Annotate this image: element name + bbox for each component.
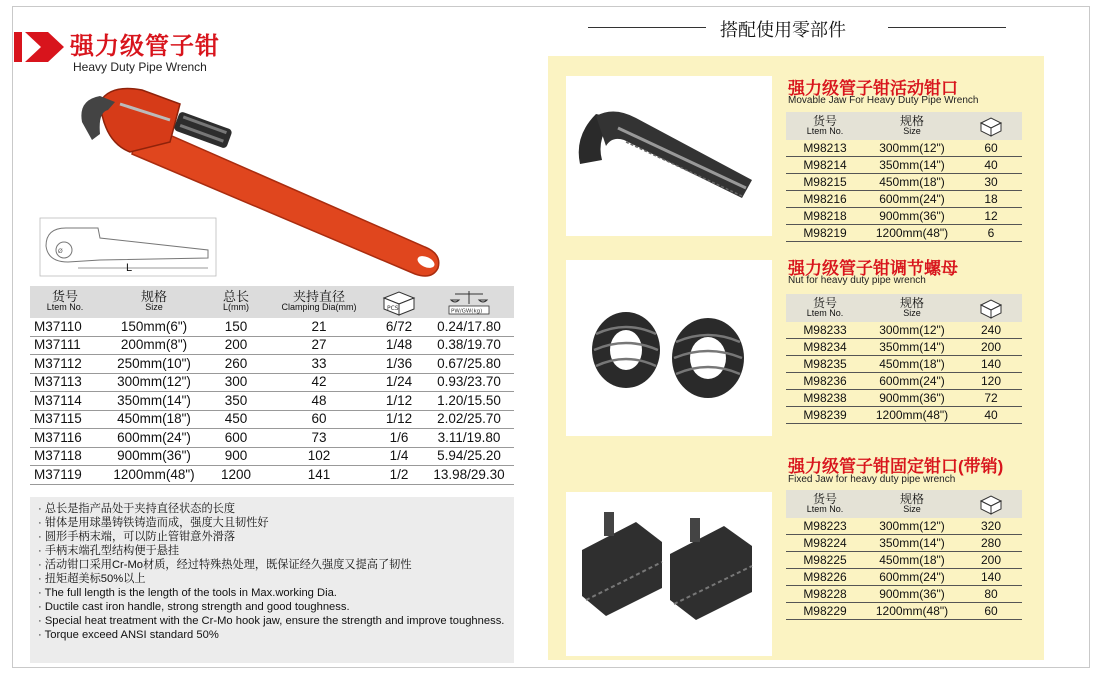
table-cell: 900mm(36") xyxy=(864,208,960,225)
page-subtitle: Heavy Duty Pipe Wrench xyxy=(73,60,207,74)
table-cell: 1/48 xyxy=(374,336,424,355)
table-cell: 2.02/25.70 xyxy=(424,410,514,429)
table-cell: M98226 xyxy=(786,569,864,586)
page-title: 强力级管子钳 xyxy=(70,33,220,60)
table-cell: 320 xyxy=(960,518,1022,535)
table-cell: 300mm(12") xyxy=(864,518,960,535)
table-cell: M98238 xyxy=(786,390,864,407)
table-cell: 6/72 xyxy=(374,318,424,336)
col-size: 规格 Size xyxy=(899,296,924,318)
table-cell: 6 xyxy=(960,225,1022,242)
table-cell: 900 xyxy=(208,447,264,466)
col-pcs xyxy=(960,112,1022,140)
table-cell: 60 xyxy=(960,140,1022,157)
table-row xyxy=(30,410,514,429)
table-cell: M98215 xyxy=(786,174,864,191)
table-cell: M98236 xyxy=(786,373,864,390)
table-row xyxy=(786,586,1022,603)
table-cell: 350mm(14") xyxy=(100,392,208,411)
table-cell: 450mm(18") xyxy=(100,410,208,429)
table-row xyxy=(30,336,514,355)
col-pcs xyxy=(960,294,1022,322)
title-rule-left xyxy=(588,27,706,28)
table-cell: M98233 xyxy=(786,322,864,339)
movable-jaw-title: 强力级管子钳活动钳口 xyxy=(788,79,958,98)
table-row xyxy=(786,140,1022,157)
table-cell: 300 xyxy=(208,373,264,392)
table-cell: M98234 xyxy=(786,339,864,356)
movable-jaw-subtitle: Movable Jaw For Heavy Duty Pipe Wrench xyxy=(788,95,979,106)
note-item: · 圆形手柄末端，可以防止管钳意外滑落 xyxy=(38,531,236,543)
adjusting-nut-table xyxy=(786,294,1022,424)
red-arrow-icon xyxy=(14,32,64,62)
balance-scale-icon xyxy=(443,288,495,316)
feature-notes xyxy=(30,497,514,663)
table-cell: 1/2 xyxy=(374,466,424,485)
table-cell: 1200 xyxy=(208,466,264,485)
table-cell: 1.20/15.50 xyxy=(424,392,514,411)
table-cell: 40 xyxy=(960,407,1022,424)
note-item: · Torque exceed ANSI standard 50% xyxy=(38,629,219,641)
table-cell: 120 xyxy=(960,373,1022,390)
table-cell: M98228 xyxy=(786,586,864,603)
parts-title: 搭配使用零部件 xyxy=(720,20,846,40)
fixed-jaw-title: 强力级管子钳固定钳口(带销) xyxy=(788,457,1004,476)
table-cell: M98213 xyxy=(786,140,864,157)
length-label: L xyxy=(126,262,133,274)
table-row xyxy=(786,322,1022,339)
carton-box-icon xyxy=(978,115,1004,137)
title-rule-right xyxy=(888,27,1006,28)
table-row xyxy=(786,174,1022,191)
table-row xyxy=(30,318,514,336)
table-row xyxy=(30,392,514,411)
table-cell: 21 xyxy=(264,318,374,336)
movable-jaw-table xyxy=(786,112,1022,242)
table-cell: M37118 xyxy=(30,447,100,466)
col-item-no: 货号 Ltem No. xyxy=(806,492,844,514)
svg-text:Ø: Ø xyxy=(58,248,63,255)
table-row xyxy=(30,373,514,392)
carton-box-icon xyxy=(978,493,1004,515)
table-cell: 1/12 xyxy=(374,410,424,429)
table-cell: M37114 xyxy=(30,392,100,411)
table-cell: 200 xyxy=(960,552,1022,569)
table-cell: 450 xyxy=(208,410,264,429)
table-cell: 1200mm(48") xyxy=(864,603,960,620)
table-cell: 600mm(24") xyxy=(864,191,960,208)
col-clamping-dia: 夹持直径 Clamping Dia(mm) xyxy=(281,289,357,312)
table-header-row xyxy=(30,286,514,318)
adjusting-nut-subtitle: Nut for heavy duty pipe wrench xyxy=(788,275,926,286)
table-cell: M98224 xyxy=(786,535,864,552)
table-cell: 5.94/25.20 xyxy=(424,447,514,466)
table-row xyxy=(30,429,514,448)
table-cell: M37119 xyxy=(30,466,100,485)
table-cell: 350 xyxy=(208,392,264,411)
note-item: · Ductile cast iron handle, strong strength and good toughness. xyxy=(38,601,350,613)
table-header-row xyxy=(786,112,1022,140)
col-item-no: 货号 Ltem No. xyxy=(46,289,84,312)
col-length: 总长 L(mm) xyxy=(222,289,249,312)
table-cell: 450mm(18") xyxy=(864,552,960,569)
table-cell: M37112 xyxy=(30,355,100,374)
table-row xyxy=(786,518,1022,535)
table-row xyxy=(786,208,1022,225)
table-row xyxy=(786,157,1022,174)
table-row xyxy=(786,225,1022,242)
table-cell: 42 xyxy=(264,373,374,392)
table-cell: 1/6 xyxy=(374,429,424,448)
table-cell: 200 xyxy=(208,336,264,355)
table-row xyxy=(786,373,1022,390)
table-cell: 18 xyxy=(960,191,1022,208)
table-cell: 30 xyxy=(960,174,1022,191)
fixed-jaw-subtitle: Fixed Jaw for heavy duty pipe wrench xyxy=(788,474,956,485)
note-item: · 钳体是用球墨铸铁铸造而成，强度大且韧性好 xyxy=(38,517,269,529)
table-cell: 1/4 xyxy=(374,447,424,466)
table-cell: 1200mm(48") xyxy=(864,407,960,424)
movable-jaw-image xyxy=(566,76,772,236)
table-cell: M98219 xyxy=(786,225,864,242)
table-cell: 141 xyxy=(264,466,374,485)
table-cell: M98229 xyxy=(786,603,864,620)
svg-text:PCS: PCS xyxy=(387,304,399,312)
table-cell: 140 xyxy=(960,569,1022,586)
col-item-no: 货号 Ltem No. xyxy=(806,114,844,136)
table-cell: 280 xyxy=(960,535,1022,552)
table-cell: 900mm(36") xyxy=(864,390,960,407)
parts-section-title xyxy=(588,16,1008,38)
table-cell: M98239 xyxy=(786,407,864,424)
table-cell: M98216 xyxy=(786,191,864,208)
table-cell: 450mm(18") xyxy=(864,174,960,191)
table-row xyxy=(786,407,1022,424)
table-row xyxy=(30,355,514,374)
table-cell: 300mm(12") xyxy=(864,140,960,157)
table-cell: 1/36 xyxy=(374,355,424,374)
table-row xyxy=(786,191,1022,208)
table-row xyxy=(786,603,1022,620)
table-cell: 300mm(12") xyxy=(864,322,960,339)
table-cell: 600mm(24") xyxy=(100,429,208,448)
table-cell: 900mm(36") xyxy=(864,586,960,603)
svg-text:PW/GW(kg): PW/GW(kg) xyxy=(451,308,483,314)
col-item-no: 货号 Ltem No. xyxy=(806,296,844,318)
table-header-row xyxy=(786,294,1022,322)
note-item: · 扭矩超美标50%以上 xyxy=(38,573,146,585)
table-cell: 13.98/29.30 xyxy=(424,466,514,485)
table-cell: 600mm(24") xyxy=(864,373,960,390)
table-cell: 1/12 xyxy=(374,392,424,411)
table-row xyxy=(786,339,1022,356)
table-cell: 150mm(6") xyxy=(100,318,208,336)
table-cell: 0.38/19.70 xyxy=(424,336,514,355)
col-weight xyxy=(424,286,514,318)
col-pcs xyxy=(374,286,424,318)
col-size: 规格 Size xyxy=(899,114,924,136)
table-cell: 40 xyxy=(960,157,1022,174)
table-cell: 60 xyxy=(264,410,374,429)
table-row xyxy=(786,535,1022,552)
table-row xyxy=(30,466,514,485)
table-cell: 600 xyxy=(208,429,264,448)
table-row xyxy=(786,390,1022,407)
note-item: · 活动钳口采用Cr-Mo材质，经过特殊热处理，既保证经久强度又提高了韧性 xyxy=(38,559,412,571)
table-cell: 200mm(8") xyxy=(100,336,208,355)
table-cell: 350mm(14") xyxy=(864,535,960,552)
table-cell: 900mm(36") xyxy=(100,447,208,466)
table-cell: M98214 xyxy=(786,157,864,174)
adjusting-nut-title: 强力级管子钳调节螺母 xyxy=(788,259,958,278)
carton-box-icon xyxy=(978,297,1004,319)
table-cell: 102 xyxy=(264,447,374,466)
table-cell: 33 xyxy=(264,355,374,374)
table-cell: 350mm(14") xyxy=(864,339,960,356)
table-cell: 240 xyxy=(960,322,1022,339)
table-cell: 200 xyxy=(960,339,1022,356)
table-cell: 0.67/25.80 xyxy=(424,355,514,374)
table-row xyxy=(30,447,514,466)
table-cell: 1/24 xyxy=(374,373,424,392)
table-row xyxy=(786,356,1022,373)
table-cell: M37111 xyxy=(30,336,100,355)
table-row xyxy=(786,569,1022,586)
table-cell: 300mm(12") xyxy=(100,373,208,392)
table-cell: 73 xyxy=(264,429,374,448)
table-cell: M37110 xyxy=(30,318,100,336)
table-cell: 350mm(14") xyxy=(864,157,960,174)
adjusting-nut-image xyxy=(566,260,772,436)
table-cell: 3.11/19.80 xyxy=(424,429,514,448)
table-header-row xyxy=(786,490,1022,518)
table-cell: M98218 xyxy=(786,208,864,225)
table-cell: M98225 xyxy=(786,552,864,569)
table-cell: 450mm(18") xyxy=(864,356,960,373)
note-item: · The full length is the length of the tools in Max.working Dia. xyxy=(38,587,337,599)
table-cell: 60 xyxy=(960,603,1022,620)
col-pcs xyxy=(960,490,1022,518)
table-cell: 1200mm(48") xyxy=(100,466,208,485)
table-cell: M37116 xyxy=(30,429,100,448)
table-cell: 12 xyxy=(960,208,1022,225)
table-cell: 0.93/23.70 xyxy=(424,373,514,392)
table-cell: 1200mm(48") xyxy=(864,225,960,242)
note-item: · 手柄末端孔型结构便于悬挂 xyxy=(38,545,180,557)
table-cell: M37115 xyxy=(30,410,100,429)
note-item: · Special heat treatment with the Cr-Mo hook jaw, ensure the strength and improve toughness. xyxy=(38,615,505,627)
table-row xyxy=(786,552,1022,569)
table-cell: 0.24/17.80 xyxy=(424,318,514,336)
col-size: 规格 Size xyxy=(899,492,924,514)
table-cell: M98235 xyxy=(786,356,864,373)
table-cell: 150 xyxy=(208,318,264,336)
col-size: 规格 Size xyxy=(140,289,167,312)
table-cell: 80 xyxy=(960,586,1022,603)
table-cell: 27 xyxy=(264,336,374,355)
table-cell: 260 xyxy=(208,355,264,374)
table-cell: 72 xyxy=(960,390,1022,407)
pipe-wrench-spec-table xyxy=(30,286,514,485)
table-cell: 140 xyxy=(960,356,1022,373)
fixed-jaw-image xyxy=(566,492,772,656)
fixed-jaw-table xyxy=(786,490,1022,620)
note-item: · 总长是指产品处于夹持直径状态的长度 xyxy=(38,503,236,515)
carton-box-icon xyxy=(380,288,418,316)
table-cell: M37113 xyxy=(30,373,100,392)
table-cell: M98223 xyxy=(786,518,864,535)
table-cell: 48 xyxy=(264,392,374,411)
table-cell: 250mm(10") xyxy=(100,355,208,374)
table-cell: 600mm(24") xyxy=(864,569,960,586)
